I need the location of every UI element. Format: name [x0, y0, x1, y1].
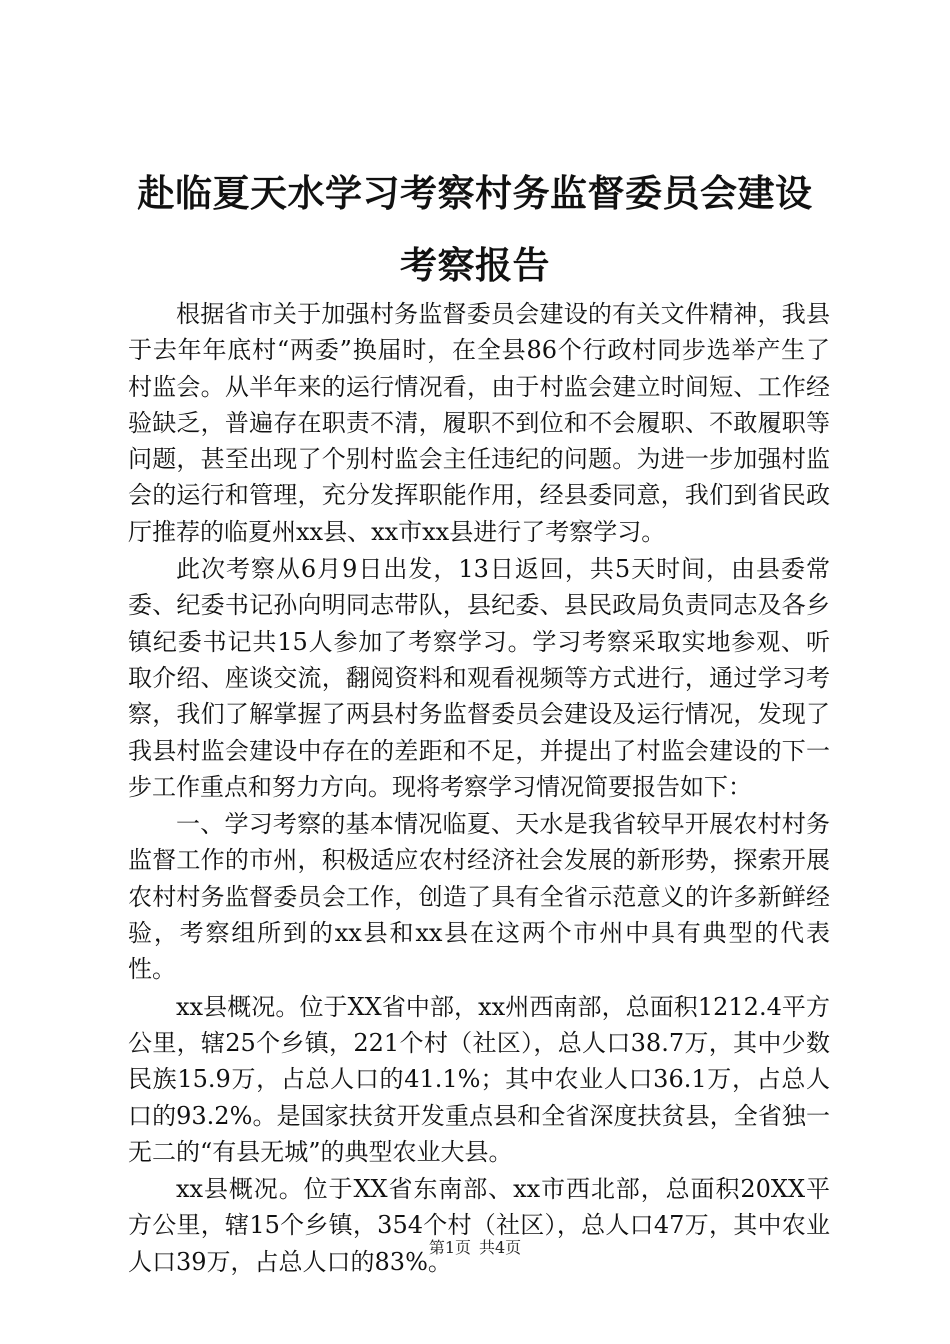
page-number: 第1页	[428, 1238, 471, 1257]
paragraph-section-one: 一、学习考察的基本情况临夏、天水是我省较早开展农村村务监督工作的市州，积极适应农村经济社会发展的新形势，探索开展农村村务监督委员会工作，创造了具有全省示范意义的许多新鲜经验，考察组所到的xx县和xx县在这两个市州中具有典型的代表性。	[128, 810, 830, 984]
document-body	[128, 296, 830, 1281]
page-footer	[0, 1238, 950, 1258]
paragraph-intro: 根据省市关于加强村务监督委员会建设的有关文件精神，我县于去年年底村“两委”换届时，在全县86个行政村同步选举产生了村监会。从半年来的运行情况看，由于村监会建立时间短、工作经验缺乏，普遍存在职责不清，履职不到位和不会履职、不敢履职等问题，甚至出现了个别村监会主任违纪的问题。为进一步加强村监会的运行和管理，充分发挥职能作用，经县委同意，我们到省民政厅推荐的临夏州xx县、xx市xx县进行了考察学习。	[128, 300, 830, 546]
paragraph-trip-overview: 此次考察从6月9日出发，13日返回，共5天时间，由县委常委、纪委书记孙向明同志带队，县纪委、县民政局负责同志及各乡镇纪委书记共15人参加了考察学习。学习考察采取实地参观、听取介绍、座谈交流，翻阅资料和观看视频等方式进行，通过学习考察，我们了解掌握了两县村务监督委员会建设及运行情况，发现了我县村监会建设中存在的差距和不足，并提出了村监会建设的下一步工作重点和努力方向。现将考察学习情况简要报告如下：	[128, 555, 830, 801]
paragraph-county-profile-1: xx县概况。位于XX省中部，xx州西南部，总面积1212.4平方公里，辖25个乡镇，221个村（社区），总人口38.7万，其中少数民族15.9万，占总人口的41.1%；其中农业人口36.1万，占总人口的93.2%。是国家扶贫开发重点县和全省深度扶贫县，全省独一无二的“有县无城”的典型农业大县。	[128, 992, 830, 1166]
paragraph-county-profile-2: xx县概况。位于XX省东南部、xx市西北部，总面积20XX平方公里，辖15个乡镇，354个村（社区），总人口47万，其中农业人口39万，占总人口的83%。	[128, 1175, 830, 1276]
document-title: 赴临夏天水学习考察村务监督委员会建设考察报告	[137, 172, 813, 287]
page-total: 共4页	[479, 1238, 522, 1257]
